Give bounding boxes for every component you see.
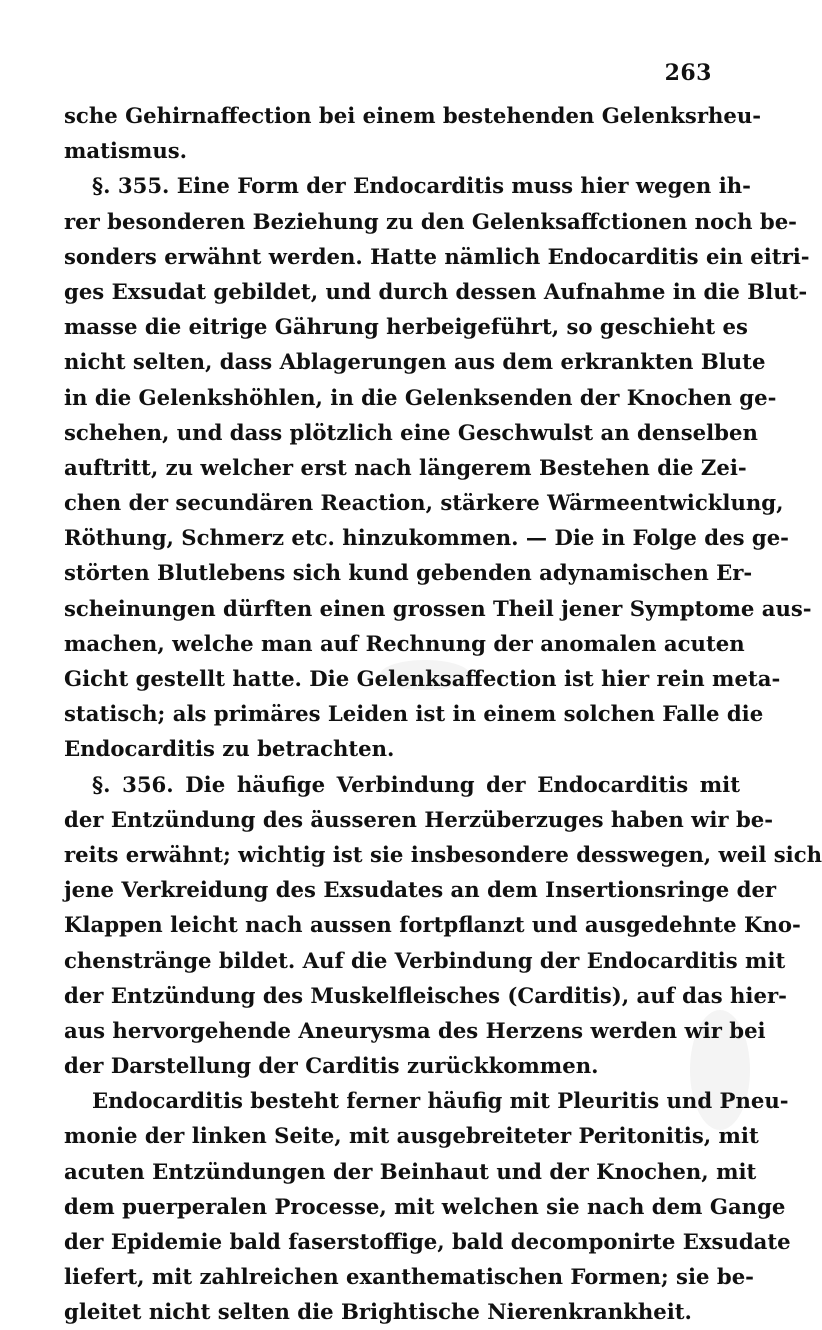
text-line: Endocarditis besteht ferner häufig mit Pleuritis und Pneu-	[92, 1088, 789, 1114]
text-line: Gicht gestellt hatte. Die Gelenksaffection ist hier rein meta-	[64, 666, 781, 691]
text-line: §. 356. Die häufige Verbindung der Endocarditis mit	[92, 771, 740, 797]
text-line: nicht selten, dass Ablagerungen aus dem erkrankten Blute	[64, 349, 766, 375]
text-line: chen der secundären Reaction, stärkere Wärmeentwicklung,	[64, 490, 784, 516]
text-line: auftritt, zu welcher erst nach längerem Bestehen die Zei-	[64, 454, 747, 480]
text-line: schehen, und dass plötzlich eine Geschwulst an denselben	[64, 419, 758, 445]
text-line: aus hervorgehende Aneurysma des Herzens werden wir bei	[64, 1017, 766, 1043]
text-line: jene Verkreidung des Exsudates an dem Insertionsringe der	[64, 877, 777, 903]
text-line: Endocarditis zu betrachten.	[64, 736, 395, 762]
text-line: gleitet nicht selten die Brightische Nierenkrankheit.	[64, 1299, 692, 1325]
text-line: störten Blutlebens sich kund gebenden adynamischen Er-	[64, 560, 753, 586]
text-line: scheinungen dürften einen grossen Theil jener Symptome aus-	[64, 595, 812, 621]
text-line: der Epidemie bald faserstoffige, bald decomponirte Exsudate	[64, 1229, 791, 1254]
text-line: rer besonderen Beziehung zu den Gelenksaffctionen noch be-	[64, 208, 797, 234]
text-line: der Darstellung der Carditis zurückkommen.	[64, 1053, 599, 1079]
text-line: Klappen leicht nach aussen fortpflanzt und ausgedehnte Kno-	[64, 912, 801, 938]
text-line: reits erwähnt; wichtig ist sie insbesondere desswegen, weil sich	[64, 841, 822, 867]
text-line: dem puerperalen Processe, mit welchen sie nach dem Gange	[64, 1193, 786, 1219]
text-line: Röthung, Schmerz etc. hinzukommen. — Die in Folge des ge-	[64, 525, 789, 551]
text-line: statisch; als primäres Leiden ist in einem solchen Falle die	[64, 701, 764, 727]
page-number: 263	[664, 60, 712, 86]
text-line: in die Gelenkshöhlen, in die Gelenksenden der Knochen ge-	[64, 384, 777, 410]
text-line: acuten Entzündungen der Beinhaut und der Knochen, mit	[64, 1158, 757, 1184]
text-line: matismus.	[64, 138, 188, 164]
text-line: chenstränge bildet. Auf die Verbindung der Endocarditis mit	[64, 947, 786, 973]
text-line: liefert, mit zahlreichen exanthematischen Formen; sie be-	[64, 1264, 754, 1290]
text-line: machen, welche man auf Rechnung der anomalen acuten	[64, 630, 745, 656]
text-line: der Entzündung des äusseren Herzüberzuges haben wir be-	[64, 806, 774, 832]
text-line: monie der linken Seite, mit ausgebreiteter Peritonitis, mit	[64, 1123, 759, 1149]
text-line: masse die eitrige Gährung herbeigeführt, so geschieht es	[64, 314, 748, 340]
text-line: der Entzündung des Muskelfleisches (Carditis), auf das hier-	[64, 982, 787, 1008]
text-line: §. 355. Eine Form der Endocarditis muss hier wegen ih-	[92, 173, 751, 199]
text-line: sche Gehirnaffection bei einem bestehenden Gelenksrheu-	[64, 103, 762, 128]
body-text	[64, 98, 822, 1330]
text-line: sonders erwähnt werden. Hatte nämlich Endocarditis ein eitri-	[64, 243, 810, 269]
text-line: ges Exsudat gebildet, und durch dessen Aufnahme in die Blut-	[64, 278, 808, 304]
